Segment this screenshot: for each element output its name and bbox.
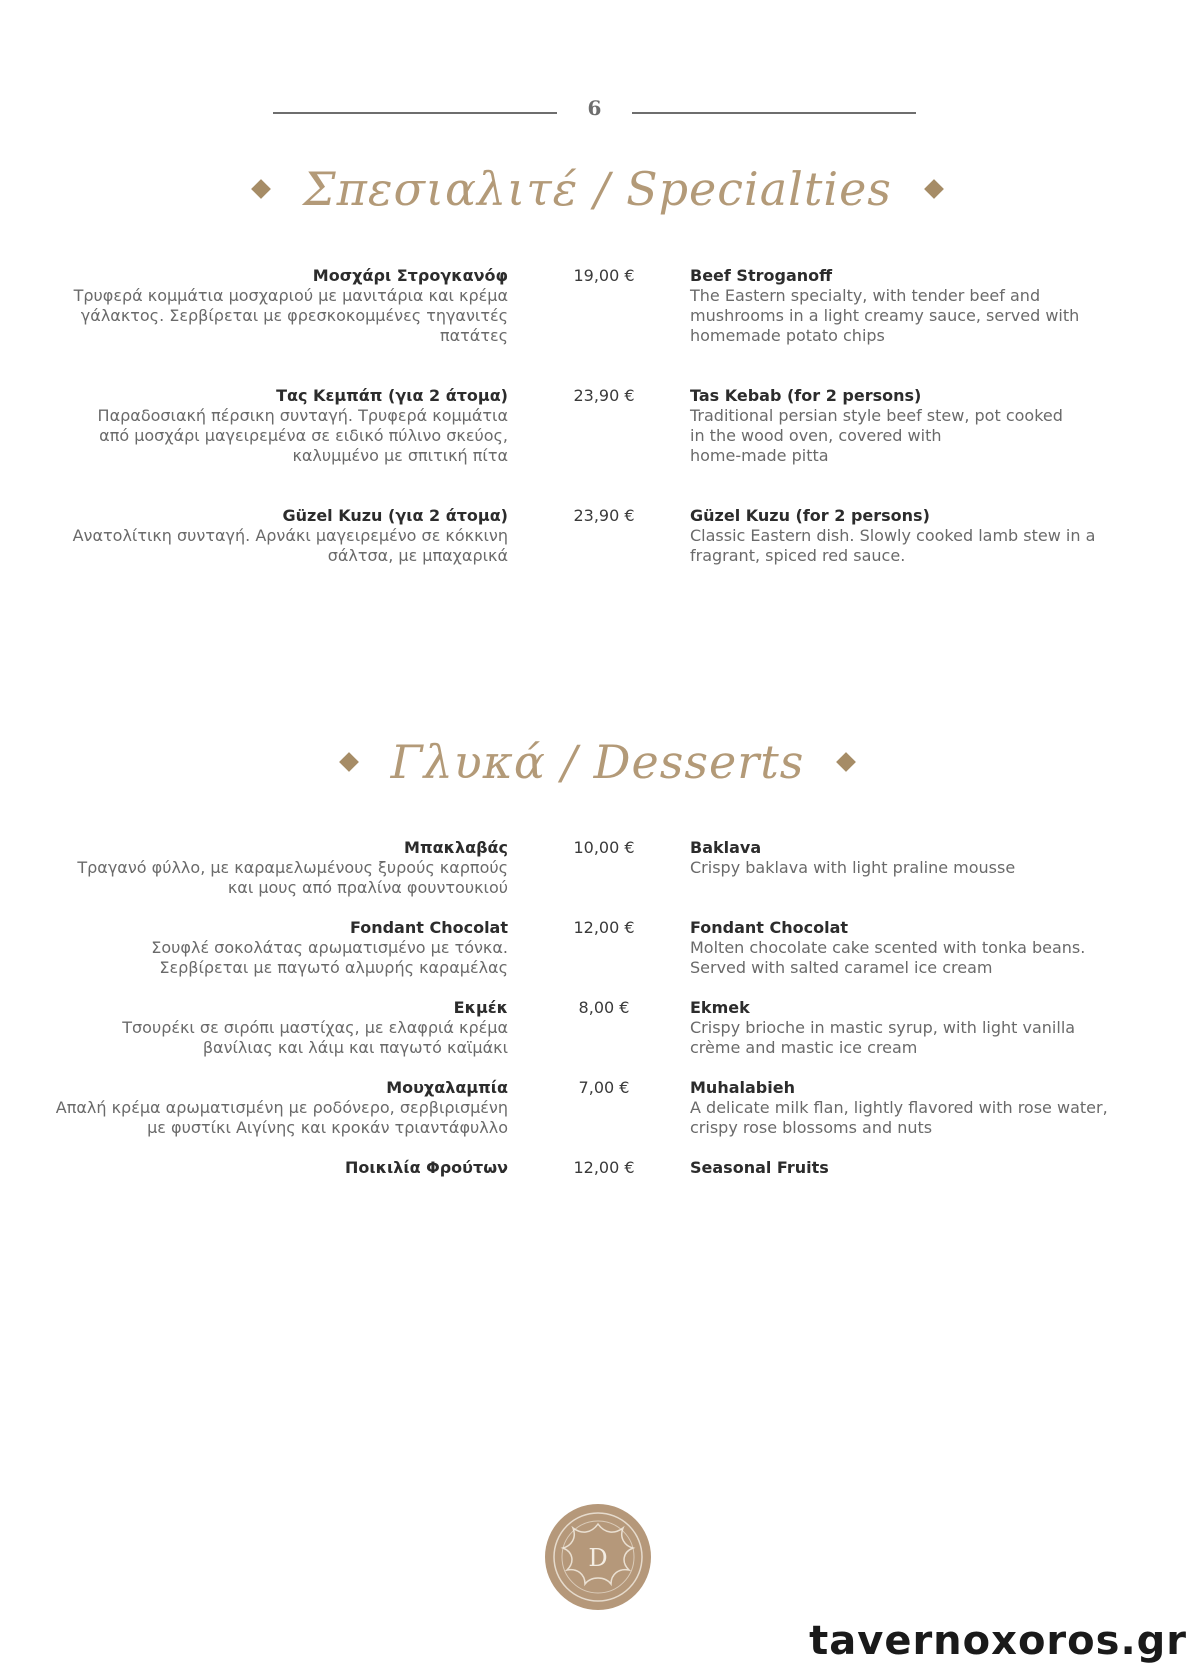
item-name-english: Tas Kebab (for 2 persons): [690, 386, 922, 405]
header-rule-left: [273, 112, 557, 114]
english-column: [690, 506, 1140, 566]
item-name-greek: Τας Κεμπάπ (για 2 άτομα): [276, 386, 508, 405]
greek-column: [38, 838, 508, 898]
item-description-english: Crispy baklava with light praline mousse: [690, 858, 1016, 877]
item-description-english: fragrant, spiced red sauce.: [690, 546, 906, 565]
specialties-title: [0, 162, 1195, 216]
greek-column: [38, 998, 508, 1058]
item-description-greek: Σουφλέ σοκολάτας αρωματισμένο με τόνκα.: [151, 938, 508, 957]
desserts-title: [0, 735, 1195, 789]
item-description-english: home-made pitta: [690, 446, 829, 465]
greek-column: [38, 386, 508, 466]
item-name-greek: Fondant Chocolat: [349, 918, 508, 937]
item-description-greek: πατάτες: [439, 326, 508, 345]
english-column: [690, 1158, 1140, 1178]
item-description-greek: Παραδοσιακή πέρσικη συνταγή. Τρυφερά κομμάτια: [97, 406, 508, 425]
diamond-ornament-icon: [924, 179, 944, 199]
section-title-text: Σπεσιαλιτέ / Specialties: [303, 162, 892, 216]
item-description-greek: Τσουρέκι σε σιρόπι μαστίχας, με ελαφριά κρέμα: [122, 1018, 508, 1037]
greek-column: [38, 266, 508, 346]
page-header: [0, 96, 1195, 126]
item-name-greek: Εκμέκ: [453, 998, 508, 1017]
item-price: 23,90 €: [573, 386, 635, 405]
item-price: 23,90 €: [573, 506, 635, 525]
item-name-english: Fondant Chocolat: [690, 918, 849, 937]
item-price: 8,00 €: [578, 998, 630, 1017]
section-title-text: Γλυκά / Desserts: [390, 735, 805, 789]
item-description-english: Traditional persian style beef stew, pot cooked: [690, 406, 1063, 425]
item-description-greek: Απαλή κρέμα αρωματισμένη με ροδόνερο, σερβιρισμένη: [55, 1098, 508, 1117]
item-description-greek: Ανατολίτικη συνταγή. Αρνάκι μαγειρεμένο σε κόκκινη: [72, 526, 508, 545]
item-name-english: Seasonal Fruits: [690, 1158, 829, 1177]
item-description-english: Molten chocolate cake scented with tonka beans.: [690, 938, 1086, 957]
item-price: 19,00 €: [573, 266, 635, 285]
item-name-english: Ekmek: [690, 998, 750, 1017]
item-name-greek: Ποικιλία Φρούτων: [344, 1158, 508, 1177]
item-description-english: homemade potato chips: [690, 326, 885, 345]
item-name-greek: Μουχαλαμπία: [386, 1078, 508, 1097]
item-name-greek: Μπακλαβάς: [404, 838, 508, 857]
item-description-greek: και μους από πραλίνα φουντουκιού: [227, 878, 508, 897]
item-description-english: The Eastern specialty, with tender beef and: [690, 286, 1041, 305]
greek-column: [38, 1078, 508, 1138]
item-price: 12,00 €: [573, 918, 635, 937]
diamond-ornament-icon: [837, 752, 857, 772]
item-description-greek: Τραγανό φύλλο, με καραμελωμένους ξυρούς καρπούς: [77, 858, 508, 877]
item-description-english: Classic Eastern dish. Slowly cooked lamb stew in a: [690, 526, 1096, 545]
item-name-greek: Güzel Kuzu (για 2 άτομα): [282, 506, 508, 525]
ornament-logo-icon: [545, 1504, 651, 1610]
greek-column: [38, 506, 508, 566]
diamond-ornament-icon: [339, 752, 359, 772]
item-description-greek: γάλακτος. Σερβίρεται με φρεσκοκομμένες τηγανιτές: [80, 306, 508, 325]
greek-column: [38, 918, 508, 978]
item-name-english: Muhalabieh: [690, 1078, 795, 1097]
item-description-english: Crispy brioche in mastic syrup, with light vanilla: [690, 1018, 1076, 1037]
greek-column: [38, 1158, 508, 1178]
english-column: [690, 386, 1140, 466]
item-name-english: Beef Stroganoff: [690, 266, 833, 285]
item-description-greek: Σερβίρεται με παγωτό αλμυρής καραμέλας: [159, 958, 508, 977]
item-description-greek: με φυστίκι Αιγίνης και κροκάν τριαντάφυλλο: [147, 1118, 508, 1137]
item-description-english: in the wood oven, covered with: [690, 426, 942, 445]
english-column: [690, 838, 1140, 878]
item-description-greek: Τρυφερά κομμάτια μοσχαριού με μανιτάρια και κρέμα: [73, 286, 508, 305]
english-column: [690, 998, 1140, 1058]
item-name-english: Güzel Kuzu (for 2 persons): [690, 506, 930, 525]
item-name-english: Baklava: [690, 838, 762, 857]
item-description-english: mushrooms in a light creamy sauce, served with: [690, 306, 1080, 325]
item-description-english: A delicate milk flan, lightly flavored with rose water,: [690, 1098, 1108, 1117]
item-name-greek: Μοσχάρι Στρογκανόφ: [312, 266, 508, 285]
item-description-greek: βανίλιας και λάιμ και παγωτό καϊμάκι: [202, 1038, 508, 1057]
item-price: 10,00 €: [573, 838, 635, 857]
item-description-english: Served with salted caramel ice cream: [690, 958, 993, 977]
item-description-english: crème and mastic ice cream: [690, 1038, 918, 1057]
diamond-ornament-icon: [251, 179, 271, 199]
item-description-greek: από μοσχάρι μαγειρεμένα σε ειδικό πύλινο σκεύος,: [99, 426, 508, 445]
svg-text:D: D: [588, 1544, 608, 1572]
item-price: 12,00 €: [573, 1158, 635, 1177]
item-description-greek: σάλτσα, με μπαχαρικά: [327, 546, 508, 565]
english-column: [690, 918, 1140, 978]
watermark: tavernoxoros.gr: [809, 1618, 1187, 1664]
english-column: [690, 266, 1140, 346]
page-number: 6: [587, 96, 602, 120]
item-price: 7,00 €: [578, 1078, 630, 1097]
english-column: [690, 1078, 1140, 1138]
item-description-greek: καλυμμένο με σπιτική πίτα: [292, 446, 508, 465]
restaurant-logo: [545, 1504, 651, 1610]
item-description-english: crispy rose blossoms and nuts: [690, 1118, 933, 1137]
header-rule-right: [632, 112, 916, 114]
